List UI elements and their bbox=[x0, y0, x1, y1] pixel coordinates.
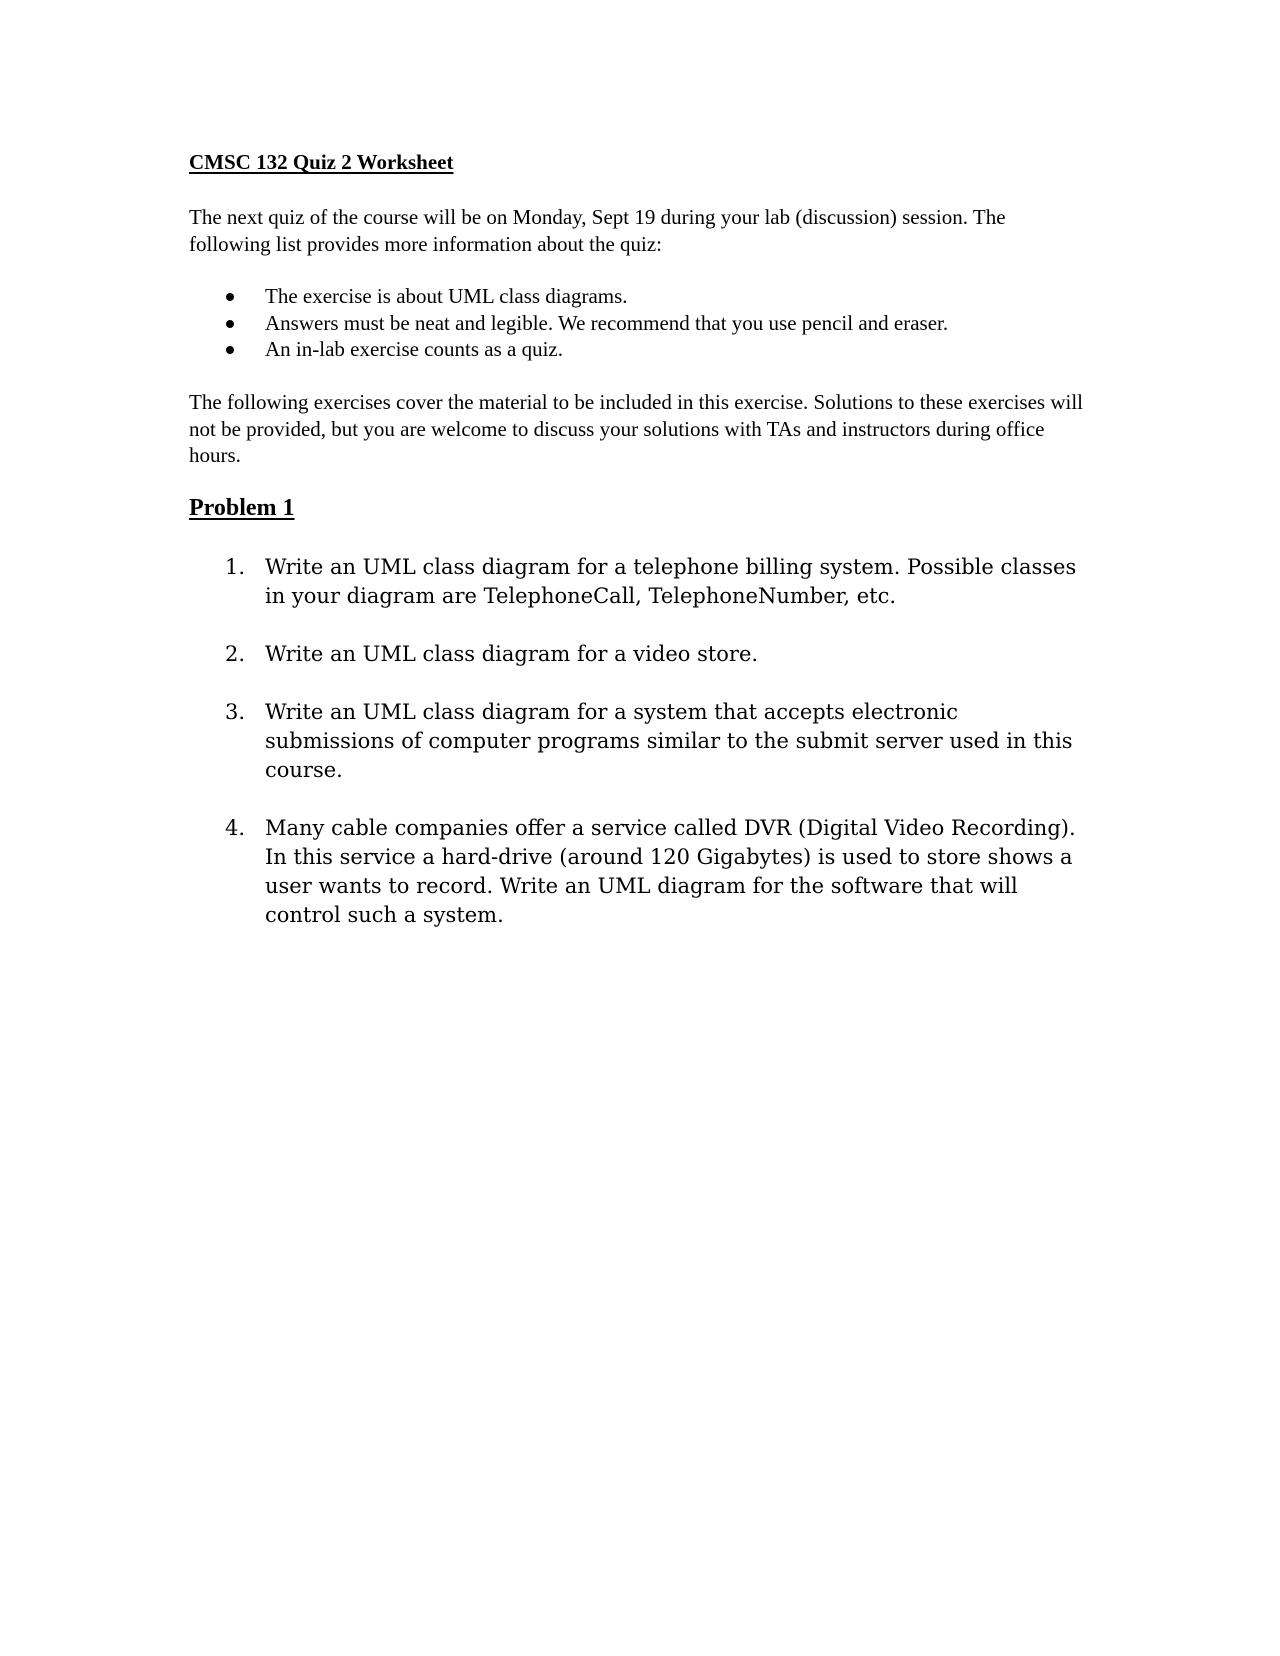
problem-item bbox=[189, 814, 1089, 930]
exercises-note-paragraph: The following exercises cover the material to be included in this exercise. Solutions to these exercises will not be provided, but you are welcome to discuss your solutions with TAs and instructors during office hours. bbox=[189, 390, 1083, 467]
problem-number: 2. bbox=[225, 642, 246, 666]
list-item bbox=[189, 310, 1089, 337]
list-item bbox=[189, 336, 1089, 363]
bullet-icon bbox=[226, 320, 234, 328]
list-item-text: The exercise is about UML class diagrams. bbox=[265, 284, 628, 308]
problem-text: Write an UML class diagram for a system that accepts electronic submissions of computer programs similar to the submit server used in this course. bbox=[265, 700, 1073, 782]
problem-text: Write an UML class diagram for a video store. bbox=[265, 642, 759, 666]
list-item-text: Answers must be neat and legible. We recommend that you use pencil and eraser. bbox=[265, 310, 949, 335]
problem-text: Write an UML class diagram for a telephone billing system. Possible classes in your diagram are TelephoneCall, TelephoneNumber, etc. bbox=[265, 555, 1077, 608]
problem-number: 4. bbox=[225, 816, 246, 840]
problem-list bbox=[189, 553, 1089, 959]
problem-item bbox=[189, 553, 1089, 611]
quiz-info-list bbox=[189, 283, 1089, 363]
problem-item bbox=[189, 698, 1089, 785]
bullet-icon bbox=[226, 346, 234, 354]
problem-number: 1. bbox=[225, 555, 246, 579]
problem-item bbox=[189, 640, 1089, 669]
document-title: CMSC 132 Quiz 2 Worksheet bbox=[189, 150, 454, 174]
intro-paragraph: The next quiz of the course will be on Monday, Sept 19 during your lab (discussion) session. The following list provides more information about the quiz: bbox=[189, 205, 1006, 256]
list-item bbox=[189, 283, 1089, 310]
problem-text: Many cable companies offer a service called DVR (Digital Video Recording). In this service a hard-drive (around 120 Gigabytes) is used to store shows a user wants to record. Write an UML diagram for the software that will control such a system. bbox=[265, 816, 1076, 927]
list-item-text: An in-lab exercise counts as a quiz. bbox=[265, 337, 563, 361]
problem-heading: Problem 1 bbox=[189, 495, 295, 521]
problem-number: 3. bbox=[225, 700, 246, 724]
bullet-icon bbox=[226, 293, 234, 301]
